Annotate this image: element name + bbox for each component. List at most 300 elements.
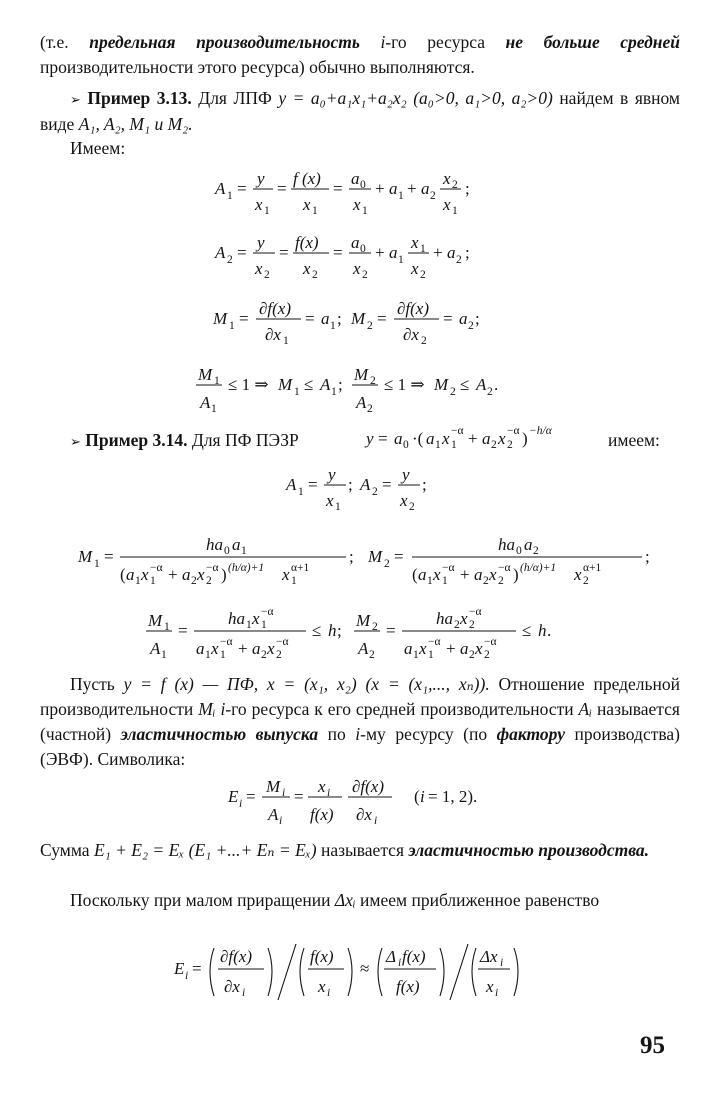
svg-text:h: h — [538, 621, 547, 640]
svg-text:i: i — [495, 987, 499, 999]
svg-text:a: a — [252, 639, 261, 658]
svg-text:a: a — [232, 535, 241, 554]
svg-text:x: x — [255, 259, 263, 278]
svg-text:E: E — [174, 959, 185, 978]
svg-text:=: = — [277, 179, 287, 198]
svg-text:;: ; — [337, 309, 342, 328]
inline-formula: Mᵢ i — [198, 699, 226, 719]
formula-a1 — [215, 162, 515, 222]
svg-text:a: a — [524, 535, 533, 554]
text: имеем: — [608, 430, 660, 450]
svg-text:x: x — [318, 777, 326, 796]
svg-text:a: a — [351, 233, 360, 252]
svg-text:(: ( — [412, 565, 418, 584]
svg-text:A: A — [356, 393, 367, 412]
svg-text:;: ; — [465, 179, 470, 198]
svg-text:−α: −α — [451, 425, 464, 437]
svg-text:a: a — [389, 243, 398, 262]
svg-text:∂x: ∂x — [224, 977, 240, 996]
svg-text:(: ( — [414, 787, 420, 806]
svg-text:;: ; — [338, 375, 343, 394]
svg-text:2: 2 — [507, 439, 513, 451]
emphasis: не больше средней — [505, 32, 681, 52]
svg-text:−α: −α — [261, 606, 274, 618]
svg-text:≤ 1 ⇒: ≤ 1 ⇒ — [384, 375, 425, 394]
svg-text:+: + — [407, 179, 417, 198]
text: по — [318, 724, 356, 744]
svg-text:M: M — [434, 375, 449, 394]
svg-text:2: 2 — [430, 190, 436, 202]
svg-text:0: 0 — [360, 243, 366, 255]
svg-text:;: ; — [422, 475, 427, 494]
svg-text:≈: ≈ — [360, 959, 370, 978]
svg-text:a: a — [418, 565, 427, 584]
text: называется (частной) — [40, 699, 680, 744]
emphasis: предельная производительность — [89, 32, 360, 52]
svg-text:0: 0 — [403, 439, 409, 451]
svg-text:∂f(x): ∂f(x) — [220, 947, 252, 966]
svg-text:A: A — [360, 475, 371, 494]
svg-text:1: 1 — [398, 254, 404, 266]
since-paragraph — [40, 888, 680, 913]
svg-text:2: 2 — [421, 335, 427, 347]
svg-text:2: 2 — [362, 269, 368, 281]
svg-text:−α: −α — [220, 636, 233, 648]
svg-text:−α: −α — [484, 636, 497, 648]
inline-formula: Aᵢ — [578, 699, 592, 719]
svg-text:2: 2 — [206, 575, 212, 587]
svg-text:=: = — [333, 243, 343, 262]
formula-m1-m2 — [213, 292, 523, 352]
svg-text:=: = — [279, 243, 289, 262]
svg-text:=: = — [294, 787, 304, 806]
svg-text:1: 1 — [413, 649, 419, 661]
var: i — [355, 724, 361, 744]
text: Отношение предельной производительности — [40, 674, 680, 719]
text — [360, 32, 381, 52]
svg-text:2: 2 — [372, 621, 378, 633]
svg-text:ha: ha — [436, 609, 453, 628]
svg-text:1: 1 — [442, 575, 448, 587]
inline-formula: E₁ + E₂ = Eₓ (E₁ +...+ Eₙ = Eₓ) — [93, 840, 317, 860]
svg-text:1: 1 — [420, 243, 426, 255]
svg-text:x: x — [486, 977, 494, 996]
text: производительности этого ресурса) обычно выполняются. — [40, 57, 475, 77]
svg-text:h: h — [328, 621, 337, 640]
inline-formula: A₁, A₂, M₁ и M₂. — [78, 114, 193, 134]
svg-text:a: a — [404, 639, 413, 658]
svg-text:ha: ha — [228, 609, 245, 628]
formula-elasticity — [228, 770, 548, 830]
svg-text:1: 1 — [298, 486, 304, 498]
svg-text:M: M — [356, 611, 371, 630]
svg-text:2: 2 — [583, 575, 589, 587]
svg-text:;: ; — [465, 243, 470, 262]
svg-text:2: 2 — [409, 501, 415, 513]
svg-text:A: A — [476, 375, 487, 394]
svg-text:x: x — [443, 195, 451, 214]
svg-text:x: x — [460, 609, 468, 628]
svg-text:2: 2 — [276, 649, 282, 661]
text: Имеем: — [70, 138, 126, 158]
svg-text:+: + — [460, 565, 470, 584]
text: имеем приближенное равенство — [355, 890, 600, 910]
inline-formula: y = a₀+a₁x₁+a₂x₂ (a₀>0, a₁>0, a₂>0) — [278, 88, 553, 108]
svg-text:a: a — [482, 429, 491, 448]
emphasis: эластичностью выпуска — [120, 724, 319, 744]
svg-text:+: + — [375, 179, 385, 198]
text: (т.е. — [40, 32, 90, 52]
svg-text:2: 2 — [384, 558, 390, 570]
svg-text:−h/α: −h/α — [529, 425, 552, 437]
svg-text:(h/α)+1: (h/α)+1 — [228, 562, 265, 574]
svg-text:1: 1 — [246, 619, 252, 631]
svg-text:1: 1 — [211, 403, 217, 415]
formula-a1-a2-pezr — [286, 458, 486, 518]
svg-text:2: 2 — [498, 575, 504, 587]
svg-text:M: M — [78, 547, 93, 566]
svg-text:=: = — [237, 179, 247, 198]
svg-text:f(x): f(x) — [402, 947, 426, 966]
svg-text:f(x): f(x) — [396, 977, 420, 996]
svg-text:M: M — [266, 777, 281, 796]
text: Для ЛПФ — [191, 88, 279, 108]
svg-text:2: 2 — [370, 375, 376, 387]
svg-text:=: = — [239, 309, 249, 328]
svg-text:∂f(x): ∂f(x) — [352, 777, 384, 796]
svg-text:=: = — [178, 621, 188, 640]
svg-text:≤: ≤ — [304, 375, 314, 394]
svg-text:a: a — [459, 309, 468, 328]
svg-text:Δx: Δx — [480, 947, 498, 966]
svg-text:+: + — [468, 429, 478, 448]
svg-text:1: 1 — [312, 205, 318, 217]
svg-text:y: y — [402, 465, 410, 484]
svg-text:α+1: α+1 — [291, 562, 310, 574]
svg-text:i: i — [327, 787, 331, 799]
svg-text:(: ( — [120, 565, 126, 584]
arrow-bullet-icon: ➢ — [70, 434, 81, 449]
svg-text:x: x — [475, 639, 483, 658]
svg-text:=: = — [237, 243, 247, 262]
svg-text:x: x — [318, 977, 326, 996]
svg-text:M: M — [148, 611, 163, 630]
svg-text:a: a — [196, 639, 205, 658]
svg-text:2: 2 — [483, 575, 489, 587]
svg-text:1: 1 — [294, 386, 300, 398]
svg-text:1: 1 — [291, 575, 297, 587]
svg-text:1: 1 — [241, 545, 247, 557]
svg-text:2: 2 — [191, 575, 197, 587]
svg-text:x: x — [419, 639, 427, 658]
svg-text:2: 2 — [372, 486, 378, 498]
svg-text:0: 0 — [360, 179, 366, 191]
svg-text:1: 1 — [398, 190, 404, 202]
svg-text:x: x — [282, 565, 290, 584]
svg-text:i: i — [242, 987, 246, 999]
svg-text:M: M — [198, 365, 213, 384]
inline-formula: Δxᵢ — [334, 890, 356, 910]
svg-text:i: i — [500, 957, 504, 969]
svg-text:x: x — [353, 259, 361, 278]
svg-text:−α: −α — [150, 562, 163, 574]
svg-text:x: x — [400, 491, 408, 510]
svg-text:x: x — [267, 639, 275, 658]
svg-text:Δ: Δ — [386, 947, 396, 966]
svg-text:1: 1 — [428, 649, 434, 661]
svg-text:;: ; — [337, 621, 342, 640]
svg-text:−α: −α — [498, 562, 511, 574]
svg-text:−α: −α — [469, 606, 482, 618]
svg-text:2: 2 — [420, 269, 426, 281]
svg-text:1: 1 — [214, 375, 220, 387]
have-inline — [608, 428, 688, 453]
svg-text:a: a — [474, 565, 483, 584]
svg-text:x: x — [141, 565, 149, 584]
emphasis: эластичностью производства. — [408, 840, 650, 860]
svg-text:x: x — [197, 565, 205, 584]
svg-text:2: 2 — [487, 386, 493, 398]
have-line — [40, 136, 680, 161]
intro-paragraph — [40, 30, 680, 80]
svg-text:=: = — [246, 787, 256, 806]
svg-text:2: 2 — [450, 386, 456, 398]
svg-text:2: 2 — [312, 269, 318, 281]
sum-paragraph — [40, 838, 680, 863]
svg-text:=: = — [192, 959, 202, 978]
svg-text:≤: ≤ — [460, 375, 470, 394]
svg-text:(h/α)+1: (h/α)+1 — [520, 562, 557, 574]
svg-text:y: y — [257, 169, 265, 188]
svg-text:2: 2 — [367, 403, 373, 415]
svg-text:1: 1 — [229, 320, 235, 332]
svg-text:1: 1 — [205, 649, 211, 661]
svg-text:0: 0 — [224, 545, 230, 557]
svg-text:x: x — [303, 259, 311, 278]
text: Для ПФ ПЭЗР — [187, 430, 299, 450]
svg-text:a: a — [182, 565, 191, 584]
svg-text:+: + — [168, 565, 178, 584]
svg-text:;: ; — [475, 309, 480, 328]
svg-text:;: ; — [348, 475, 353, 494]
svg-text:∂f(x): ∂f(x) — [397, 299, 429, 318]
svg-text:+: + — [433, 243, 443, 262]
svg-text:A: A — [215, 243, 226, 262]
svg-text:a: a — [351, 169, 360, 188]
svg-text:α+1: α+1 — [583, 562, 602, 574]
svg-text:=: = — [443, 309, 453, 328]
svg-text:2: 2 — [491, 439, 497, 451]
svg-text:2: 2 — [261, 649, 267, 661]
svg-text:;: ; — [645, 547, 650, 566]
svg-text:≤ 1 ⇒: ≤ 1 ⇒ — [228, 375, 269, 394]
svg-text:): ) — [522, 429, 528, 448]
svg-text:−α: −α — [507, 425, 520, 437]
svg-text:=: = — [394, 547, 404, 566]
svg-text:1: 1 — [283, 335, 289, 347]
svg-text:2: 2 — [469, 619, 475, 631]
svg-text:1: 1 — [451, 439, 457, 451]
svg-text:x: x — [498, 429, 506, 448]
svg-text:1: 1 — [94, 558, 100, 570]
svg-text:1: 1 — [331, 386, 337, 398]
svg-text:ha: ha — [206, 535, 223, 554]
arrow-bullet-icon: ➢ — [70, 92, 81, 107]
svg-text:f(x): f(x) — [295, 233, 319, 252]
svg-text:∂f(x): ∂f(x) — [259, 299, 291, 318]
svg-text:1: 1 — [452, 205, 458, 217]
svg-text:x: x — [411, 259, 419, 278]
svg-text:f(x): f(x) — [310, 947, 334, 966]
svg-text:∂x: ∂x — [265, 325, 281, 344]
text: -го ресурса — [385, 32, 506, 52]
svg-text:1: 1 — [335, 501, 341, 513]
svg-text:;: ; — [349, 547, 354, 566]
text: называется — [316, 840, 409, 860]
text: найдем в явном виде — [40, 88, 680, 134]
svg-text:x: x — [303, 195, 311, 214]
svg-text:=: = — [308, 475, 318, 494]
svg-text:a: a — [394, 429, 403, 448]
svg-text:1: 1 — [135, 575, 141, 587]
svg-text:A: A — [215, 179, 226, 198]
svg-text:+: + — [238, 639, 248, 658]
svg-text:A: A — [200, 393, 211, 412]
svg-text:1: 1 — [427, 575, 433, 587]
svg-text:−α: −α — [206, 562, 219, 574]
svg-text:·(: ·( — [412, 429, 424, 448]
svg-text:E: E — [228, 787, 239, 806]
svg-text:∂x: ∂x — [356, 805, 372, 824]
emphasis: фактору — [496, 724, 565, 744]
svg-text:0: 0 — [516, 545, 522, 557]
svg-text:2: 2 — [369, 649, 375, 661]
svg-text:≤: ≤ — [522, 621, 532, 640]
svg-text:a: a — [389, 179, 398, 198]
svg-text:x: x — [255, 195, 263, 214]
var: i — [380, 32, 386, 52]
svg-text:A: A — [358, 639, 369, 658]
svg-text:A: A — [286, 475, 297, 494]
svg-text:2: 2 — [367, 320, 373, 332]
svg-text:f (x): f (x) — [293, 169, 321, 188]
svg-text:M: M — [351, 309, 366, 328]
svg-text:M: M — [354, 365, 369, 384]
svg-text:i: i — [239, 798, 243, 810]
example-3-13-paragraph — [40, 86, 680, 137]
svg-text:y: y — [257, 233, 265, 252]
elasticity-paragraph — [40, 672, 680, 772]
page-number: 95 — [640, 1032, 665, 1059]
svg-text:1: 1 — [362, 205, 368, 217]
svg-text:y: y — [366, 429, 374, 448]
svg-text:1: 1 — [150, 575, 156, 587]
svg-text:i: i — [327, 987, 331, 999]
svg-text:2: 2 — [454, 619, 460, 631]
svg-text:x: x — [443, 169, 451, 188]
svg-text:A: A — [268, 805, 279, 824]
svg-text:+: + — [375, 243, 385, 262]
svg-text:M: M — [368, 547, 383, 566]
svg-text:=: = — [378, 429, 388, 448]
svg-text:=: = — [333, 179, 343, 198]
svg-text:2: 2 — [468, 320, 474, 332]
svg-text:x: x — [433, 565, 441, 584]
svg-text:=: = — [382, 475, 392, 494]
svg-text:= 1, 2).: = 1, 2). — [428, 787, 478, 806]
svg-text:a: a — [321, 309, 330, 328]
text: Пусть — [70, 674, 124, 694]
text: -му ресурсу (по — [360, 724, 497, 744]
svg-text:x: x — [442, 429, 450, 448]
svg-text:2: 2 — [456, 254, 462, 266]
text: Сумма — [40, 840, 94, 860]
svg-text:): ) — [513, 565, 519, 584]
svg-text:2: 2 — [264, 269, 270, 281]
svg-text:1: 1 — [261, 619, 267, 631]
formula-approx-elasticity — [174, 938, 554, 1008]
example-heading: Пример 3.14. — [85, 430, 188, 450]
svg-text:−α: −α — [276, 636, 289, 648]
svg-text:y: y — [328, 465, 336, 484]
svg-text:x: x — [326, 491, 334, 510]
svg-text:2: 2 — [533, 545, 539, 557]
svg-text:A: A — [320, 375, 331, 394]
svg-text:2: 2 — [227, 254, 233, 266]
svg-text:x: x — [211, 639, 219, 658]
svg-text:=: = — [104, 547, 114, 566]
svg-text:=: = — [377, 309, 387, 328]
text: -го ресурса к его средней производительности — [225, 699, 579, 719]
svg-text:a: a — [426, 429, 435, 448]
svg-text:f(x): f(x) — [310, 805, 334, 824]
svg-text:.: . — [547, 621, 552, 640]
svg-text:x: x — [353, 195, 361, 214]
svg-text:=: = — [305, 309, 315, 328]
svg-text:−α: −α — [442, 562, 455, 574]
svg-text:x: x — [574, 565, 582, 584]
svg-text:i: i — [279, 815, 283, 827]
formula-m1-m2-pezr — [78, 528, 678, 594]
svg-text:.: . — [494, 375, 499, 394]
svg-text:1: 1 — [264, 205, 270, 217]
svg-text:2: 2 — [469, 649, 475, 661]
text: производства) (ЭВФ). Символика: — [40, 724, 680, 769]
svg-text:1: 1 — [330, 320, 336, 332]
svg-text:A: A — [150, 639, 161, 658]
inline-formula: y = f (x) — ПФ, x = (x₁, x₂) (x = (x₁,..., xₙ)). — [123, 674, 490, 694]
svg-text:x: x — [252, 609, 260, 628]
svg-text:): ) — [221, 565, 227, 584]
svg-text:M: M — [278, 375, 293, 394]
svg-text:+: + — [446, 639, 456, 658]
svg-text:1: 1 — [227, 190, 233, 202]
text: Поскольку при малом приращении — [70, 890, 335, 910]
svg-text:i: i — [282, 787, 286, 799]
svg-text:a: a — [421, 179, 430, 198]
formula-inequalities — [196, 358, 556, 420]
svg-text:ha: ha — [498, 535, 515, 554]
svg-text:∂x: ∂x — [403, 325, 419, 344]
svg-text:a: a — [460, 639, 469, 658]
svg-text:i: i — [398, 957, 402, 969]
formula-a2 — [215, 226, 515, 286]
svg-text:x: x — [411, 233, 419, 252]
svg-text:a: a — [126, 565, 135, 584]
svg-text:i: i — [420, 787, 425, 806]
svg-text:i: i — [185, 970, 189, 982]
svg-text:M: M — [213, 309, 228, 328]
